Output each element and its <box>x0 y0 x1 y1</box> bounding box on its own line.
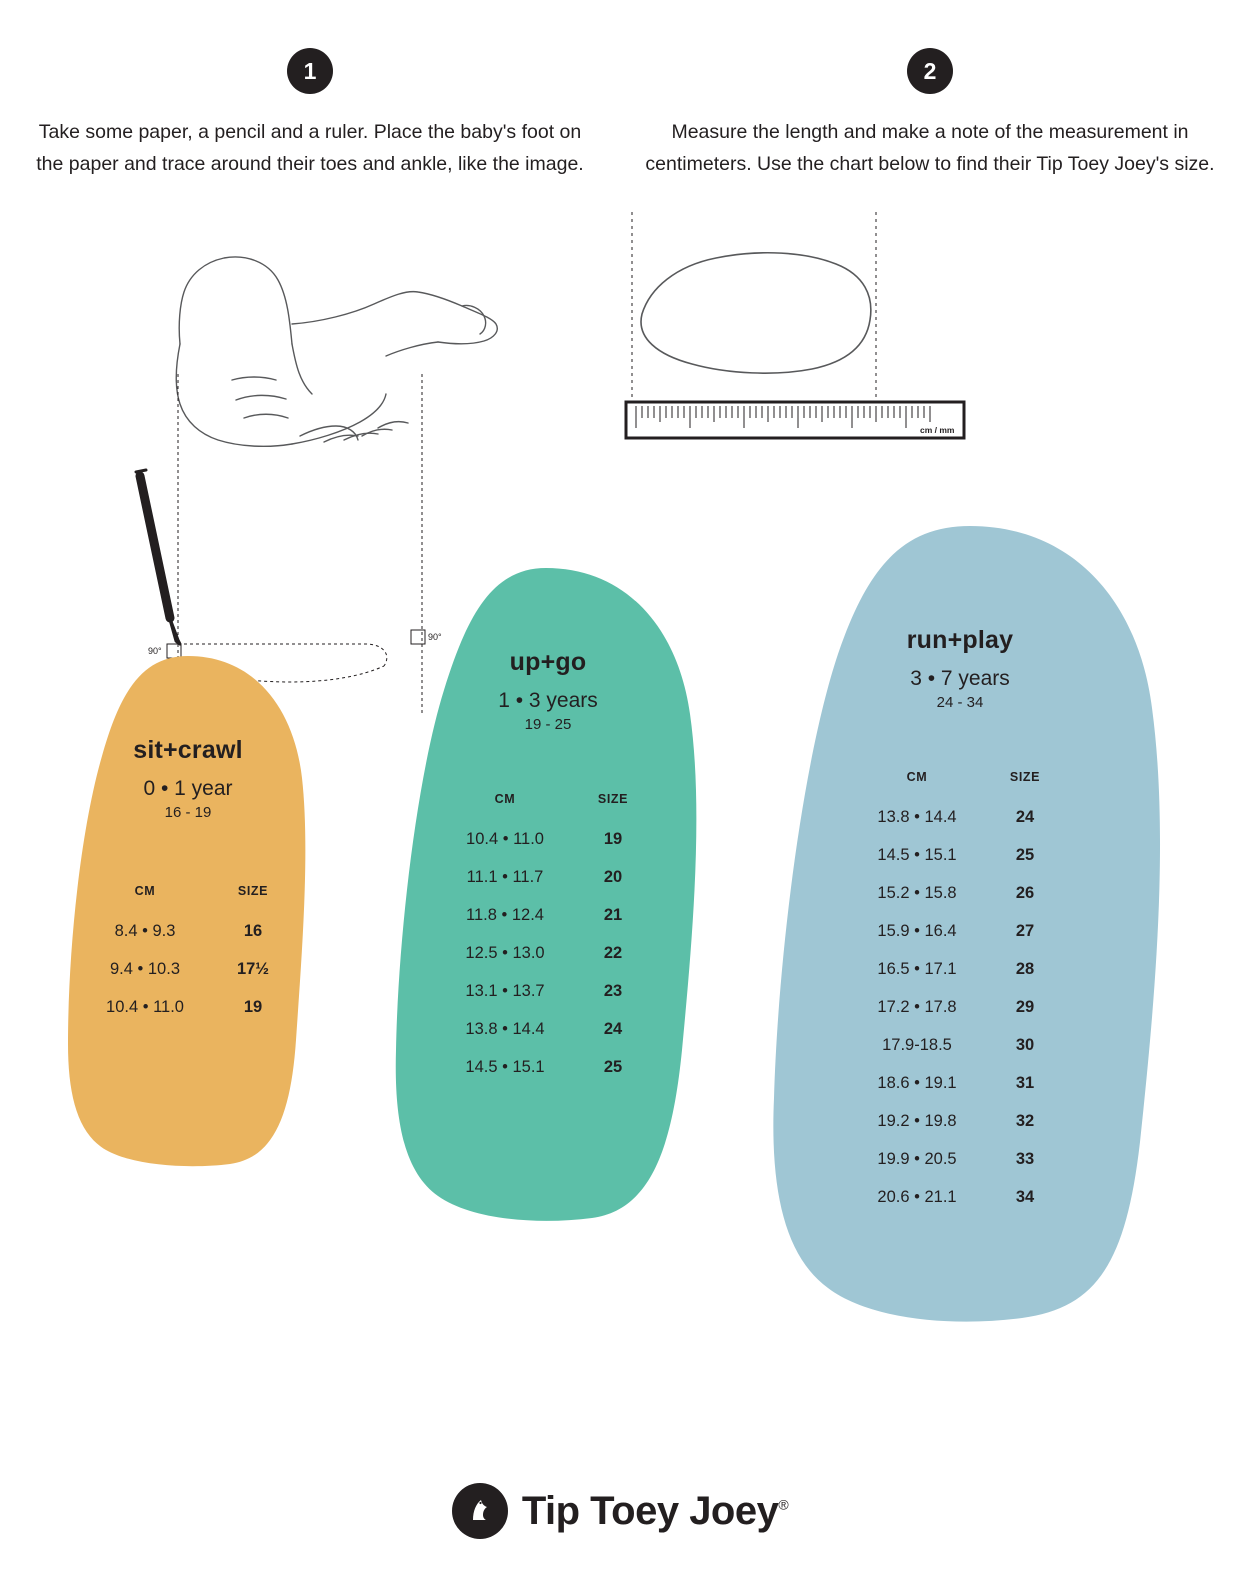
cell-size: 16 <box>243 921 263 940</box>
table-header-row <box>80 883 296 912</box>
cell-cm: 20.6 • 21.1 <box>877 1187 957 1206</box>
foot-tracing-illustration <box>0 204 620 656</box>
column-header-size: SIZE <box>1009 770 1041 784</box>
ruler-measurement-illustration <box>620 204 1240 494</box>
cell-size: 29 <box>1015 997 1035 1016</box>
ruler-unit-label: cm / mm <box>920 425 955 435</box>
column-header-cm: CM <box>494 792 516 806</box>
brand-name-text: Tip Toey Joey <box>521 1488 779 1533</box>
cell-size: 19 <box>243 997 263 1016</box>
cell-size: 27 <box>1015 921 1035 940</box>
run-play-title: run+play <box>906 626 1014 654</box>
brand-trademark: ® <box>778 1496 789 1513</box>
cell-cm: 17.2 • 17.8 <box>877 997 957 1016</box>
cell-size: 19 <box>603 829 623 848</box>
size-group-run-play <box>740 522 1180 1216</box>
cell-cm: 13.8 • 14.4 <box>877 807 957 826</box>
cell-cm: 10.4 • 11.0 <box>466 829 544 848</box>
table-header-row <box>852 769 1068 798</box>
table-row <box>852 950 1068 988</box>
cell-size: 25 <box>1015 845 1035 864</box>
up-go-title: up+go <box>509 648 587 676</box>
cell-cm: 11.1 • 11.7 <box>466 867 544 886</box>
bird-icon <box>463 1494 497 1528</box>
table-row <box>852 836 1068 874</box>
cell-size: 30 <box>1015 1035 1035 1054</box>
sit-crawl-table <box>80 883 296 1026</box>
table-row <box>80 912 296 950</box>
run-play-table <box>852 769 1068 1216</box>
table-row <box>852 1140 1068 1178</box>
cell-cm: 16.5 • 17.1 <box>877 959 957 978</box>
run-play-range: 24 - 34 <box>936 694 984 711</box>
size-group-sit-crawl <box>58 652 318 1026</box>
cell-cm: 19.2 • 19.8 <box>877 1111 957 1130</box>
cell-cm: 9.4 • 10.3 <box>110 959 180 978</box>
run-play-age: 3 • 7 years <box>910 667 1010 690</box>
table-row <box>80 950 296 988</box>
column-header-size: SIZE <box>237 884 269 898</box>
cell-cm: 13.8 • 14.4 <box>465 1019 545 1038</box>
cell-cm: 15.2 • 15.8 <box>877 883 957 902</box>
cell-size: 22 <box>603 943 623 962</box>
table-row <box>440 1010 656 1048</box>
cell-size: 32 <box>1015 1111 1035 1130</box>
column-header-size: SIZE <box>597 792 629 806</box>
cell-size: 24 <box>603 1019 623 1038</box>
sit-crawl-range: 16 - 19 <box>164 804 212 821</box>
cell-size: 17½ <box>236 959 270 978</box>
brand-name <box>522 1489 788 1534</box>
column-header-cm: CM <box>906 770 928 784</box>
sit-crawl-title: sit+crawl <box>133 736 243 764</box>
table-row <box>852 1178 1068 1216</box>
cell-cm: 13.1 • 13.7 <box>465 981 545 1000</box>
up-go-range: 19 - 25 <box>524 716 572 733</box>
cell-cm: 11.8 • 12.4 <box>466 905 544 924</box>
table-row <box>80 988 296 1026</box>
table-row <box>440 858 656 896</box>
brand-footer <box>0 1483 1240 1539</box>
cell-size: 21 <box>603 905 623 924</box>
step-1 <box>0 48 620 656</box>
up-go-table <box>440 791 656 1086</box>
step-2-badge: 2 <box>907 48 953 94</box>
cell-size: 34 <box>1015 1187 1035 1206</box>
cell-size: 23 <box>603 981 623 1000</box>
column-header-cm: CM <box>134 884 156 898</box>
step-2-text: Measure the length and make a note of the measurement in centimeters. Use the chart below to find their Tip Toey Joey's size. <box>645 121 1215 175</box>
cell-cm: 8.4 • 9.3 <box>114 921 176 940</box>
up-go-age: 1 • 3 years <box>498 689 598 712</box>
table-row <box>852 1064 1068 1102</box>
table-row <box>852 1026 1068 1064</box>
tip-toey-joey-logo-icon <box>452 1483 508 1539</box>
table-row <box>440 934 656 972</box>
cell-cm: 18.6 • 19.1 <box>877 1073 957 1092</box>
table-row <box>852 1102 1068 1140</box>
cell-cm: 15.9 • 16.4 <box>877 921 957 940</box>
cell-cm: 17.9-18.5 <box>882 1035 952 1054</box>
cell-cm: 12.5 • 13.0 <box>465 943 545 962</box>
cell-cm: 19.9 • 20.5 <box>877 1149 957 1168</box>
size-group-up-go <box>378 564 718 1086</box>
table-row <box>852 798 1068 836</box>
cell-size: 20 <box>603 867 623 886</box>
angle-label-left: 90° <box>148 646 162 656</box>
table-header-row <box>440 791 656 820</box>
sit-crawl-age: 0 • 1 year <box>143 777 233 800</box>
table-row <box>440 896 656 934</box>
cell-size: 31 <box>1015 1073 1035 1092</box>
step-1-text: Take some paper, a pencil and a ruler. Place the baby's foot on the paper and trace around their toes and ankle, like the image. <box>36 121 584 175</box>
step-2-illustration <box>620 204 1240 494</box>
cell-cm: 14.5 • 15.1 <box>877 845 957 864</box>
cell-cm: 10.4 • 11.0 <box>106 997 184 1016</box>
ruler <box>626 402 964 438</box>
cell-size: 28 <box>1015 959 1035 978</box>
cell-cm: 14.5 • 15.1 <box>465 1057 545 1076</box>
cell-size: 33 <box>1015 1149 1035 1168</box>
table-row <box>852 874 1068 912</box>
table-row <box>440 972 656 1010</box>
table-row <box>852 988 1068 1026</box>
table-row <box>440 820 656 858</box>
step-2 <box>620 48 1240 494</box>
step-1-illustration <box>0 204 620 656</box>
cell-size: 24 <box>1015 807 1035 826</box>
cell-size: 26 <box>1015 883 1035 902</box>
angle-label-right: 90° <box>428 632 442 642</box>
foot-outline <box>641 253 871 373</box>
size-chart-section <box>0 522 1240 1362</box>
step-1-badge: 1 <box>287 48 333 94</box>
table-row <box>852 912 1068 950</box>
cell-size: 25 <box>603 1057 623 1076</box>
table-row <box>440 1048 656 1086</box>
